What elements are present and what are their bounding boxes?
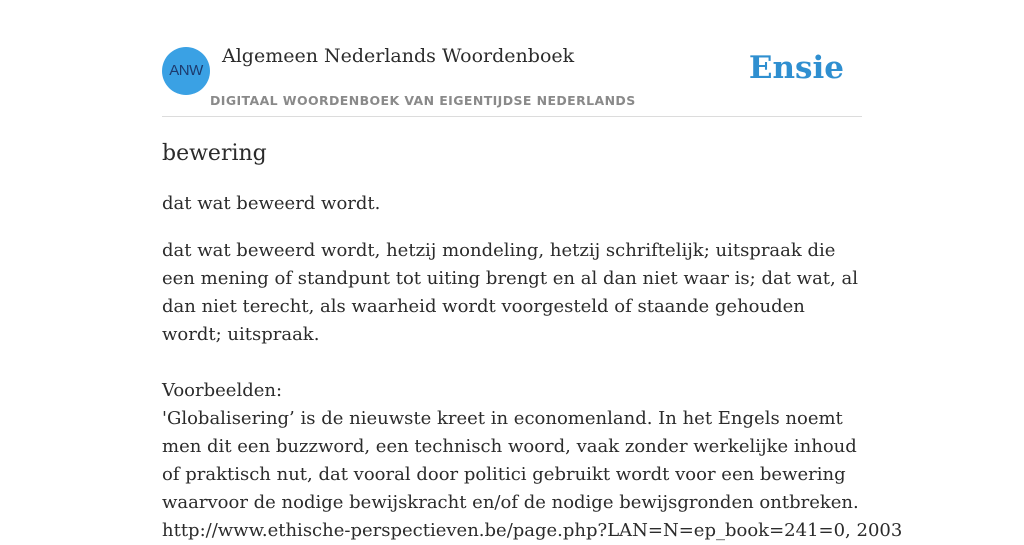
- site-header: [162, 40, 862, 117]
- ensie-brand-link[interactable]: Ensie: [748, 50, 844, 86]
- examples-heading: Voorbeelden:: [162, 380, 283, 401]
- example-text: 'Globalisering’ is de nieuwste kreet in economenland. In het Engels noemt men dit een buzzword, een technisch woord, vaak zonder werkelijke inhoud of praktisch nut, dat vooral door politici gebruikt wordt voor een bewering waarvoor de nodige bewijskracht en/of de nodige bewijsgronden ontbreken.: [162, 408, 859, 513]
- entry-word: bewering: [162, 141, 267, 166]
- entry-content: [162, 138, 903, 545]
- anw-logo[interactable]: ANW: [162, 47, 210, 95]
- examples-section: [162, 377, 903, 545]
- long-definition: dat wat beweerd wordt, hetzij mondeling, hetzij schriftelijk; uitspraak die een mening of standpunt tot uiting brengt en al dan niet waar is; dat wat, al dan niet terecht, als waarheid wordt voorgesteld of staande gehouden wordt; uitspraak.: [162, 240, 858, 345]
- example-source-link[interactable]: http://www.ethische-perspectieven.be/page.php?LAN=N=ep_book=241=0, 2003: [162, 520, 903, 541]
- site-subtitle: DIGITAAL WOORDENBOEK VAN EIGENTIJDSE NEDERLANDS: [210, 93, 636, 108]
- short-definition: dat wat beweerd wordt.: [162, 193, 381, 214]
- site-title[interactable]: Algemeen Nederlands Woordenboek: [222, 45, 575, 67]
